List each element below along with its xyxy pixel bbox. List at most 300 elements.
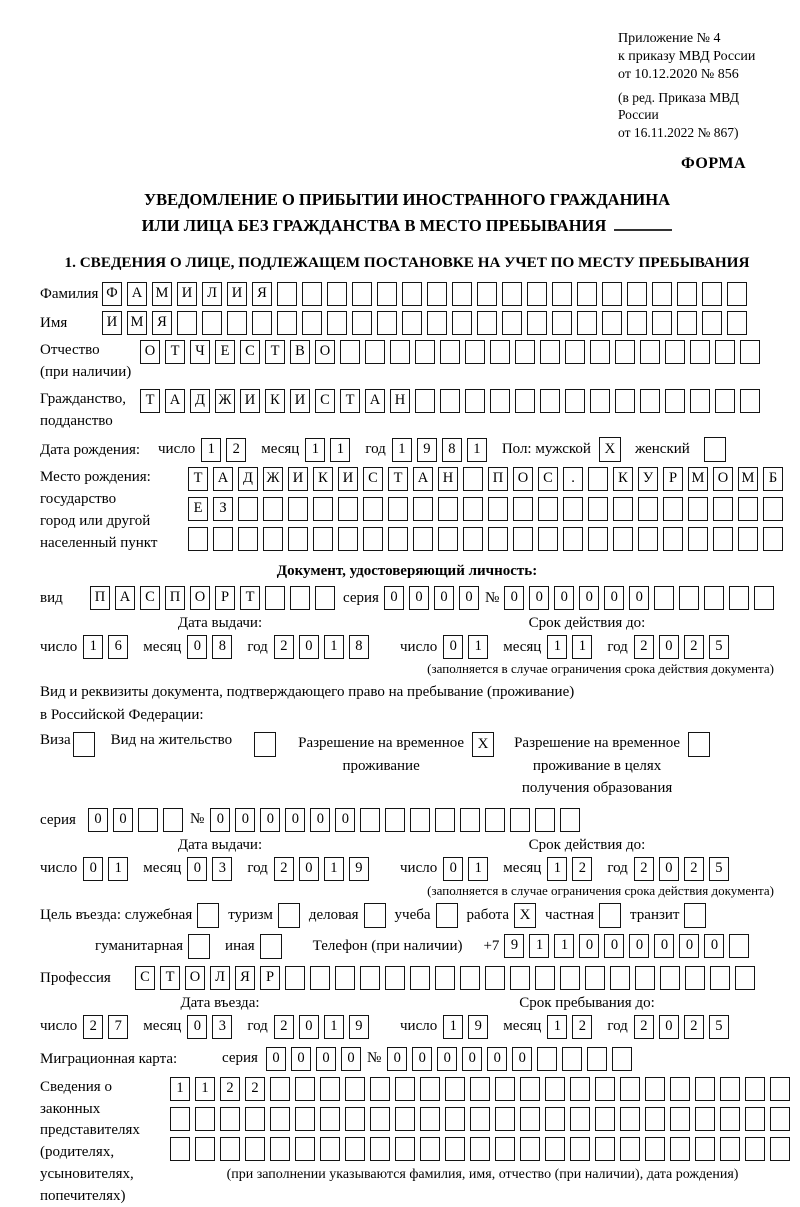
char-cell[interactable]: 2 — [634, 1015, 654, 1039]
char-cell[interactable]: 0 — [316, 1047, 336, 1071]
char-cell[interactable] — [452, 311, 472, 335]
char-cell[interactable]: С — [240, 340, 260, 364]
char-cell[interactable]: П — [488, 467, 508, 491]
char-cell[interactable]: 8 — [212, 635, 232, 659]
char-cell[interactable]: Л — [210, 966, 230, 990]
char-cell[interactable]: Я — [152, 311, 172, 335]
char-cell[interactable]: 1 — [195, 1077, 215, 1101]
char-cell[interactable] — [638, 497, 658, 521]
char-cell[interactable]: 1 — [547, 857, 567, 881]
char-cell[interactable] — [445, 1077, 465, 1101]
char-cell[interactable] — [445, 1137, 465, 1161]
char-cell[interactable] — [540, 340, 560, 364]
char-cell[interactable] — [470, 1077, 490, 1101]
char-cell[interactable] — [535, 808, 555, 832]
char-cell[interactable] — [402, 311, 422, 335]
char-cell[interactable] — [613, 497, 633, 521]
char-cell[interactable] — [177, 311, 197, 335]
char-cell[interactable] — [535, 966, 555, 990]
char-cell[interactable] — [695, 1107, 715, 1131]
char-cell[interactable] — [577, 282, 597, 306]
char-cell[interactable] — [263, 527, 283, 551]
char-cell[interactable] — [610, 966, 630, 990]
char-cell[interactable] — [520, 1137, 540, 1161]
char-cell[interactable]: И — [290, 389, 310, 413]
char-cell[interactable] — [663, 497, 683, 521]
char-cell[interactable] — [440, 389, 460, 413]
char-cell[interactable] — [502, 311, 522, 335]
char-cell[interactable] — [695, 1077, 715, 1101]
char-cell[interactable]: 0 — [260, 808, 280, 832]
char-cell[interactable]: П — [165, 586, 185, 610]
char-cell[interactable] — [488, 527, 508, 551]
char-cell[interactable]: Ж — [215, 389, 235, 413]
char-cell[interactable]: 1 — [529, 934, 549, 958]
char-cell[interactable] — [438, 527, 458, 551]
humanitarian-checkbox[interactable] — [188, 934, 210, 959]
char-cell[interactable]: О — [185, 966, 205, 990]
char-cell[interactable]: Б — [763, 467, 783, 491]
char-cell[interactable]: 0 — [335, 808, 355, 832]
char-cell[interactable] — [270, 1107, 290, 1131]
char-cell[interactable] — [227, 311, 247, 335]
char-cell[interactable] — [702, 311, 722, 335]
char-cell[interactable] — [470, 1107, 490, 1131]
char-cell[interactable]: 0 — [659, 1015, 679, 1039]
char-cell[interactable] — [754, 586, 774, 610]
char-cell[interactable] — [460, 966, 480, 990]
char-cell[interactable]: И — [102, 311, 122, 335]
char-cell[interactable] — [702, 282, 722, 306]
char-cell[interactable]: 8 — [442, 438, 462, 462]
visa-checkbox[interactable] — [73, 732, 95, 757]
char-cell[interactable]: 7 — [108, 1015, 128, 1039]
char-cell[interactable]: 5 — [709, 857, 729, 881]
char-cell[interactable] — [588, 527, 608, 551]
char-cell[interactable]: 1 — [392, 438, 412, 462]
char-cell[interactable]: 0 — [604, 934, 624, 958]
char-cell[interactable] — [463, 527, 483, 551]
char-cell[interactable] — [515, 340, 535, 364]
char-cell[interactable] — [563, 527, 583, 551]
tourism-checkbox[interactable] — [278, 903, 300, 928]
char-cell[interactable]: Ч — [190, 340, 210, 364]
char-cell[interactable] — [570, 1137, 590, 1161]
char-cell[interactable] — [277, 282, 297, 306]
char-cell[interactable] — [710, 966, 730, 990]
char-cell[interactable] — [477, 282, 497, 306]
char-cell[interactable]: 2 — [274, 857, 294, 881]
char-cell[interactable] — [588, 497, 608, 521]
char-cell[interactable] — [670, 1107, 690, 1131]
char-cell[interactable]: И — [227, 282, 247, 306]
char-cell[interactable] — [265, 586, 285, 610]
char-cell[interactable] — [620, 1137, 640, 1161]
char-cell[interactable] — [613, 527, 633, 551]
char-cell[interactable] — [463, 497, 483, 521]
char-cell[interactable] — [727, 282, 747, 306]
char-cell[interactable] — [520, 1077, 540, 1101]
char-cell[interactable]: 2 — [274, 1015, 294, 1039]
char-cell[interactable] — [652, 311, 672, 335]
char-cell[interactable] — [745, 1077, 765, 1101]
char-cell[interactable]: 2 — [226, 438, 246, 462]
char-cell[interactable]: Р — [663, 467, 683, 491]
char-cell[interactable] — [663, 527, 683, 551]
char-cell[interactable]: З — [213, 497, 233, 521]
char-cell[interactable]: 2 — [684, 857, 704, 881]
char-cell[interactable] — [745, 1107, 765, 1131]
char-cell[interactable] — [485, 966, 505, 990]
char-cell[interactable]: 0 — [187, 635, 207, 659]
char-cell[interactable]: 0 — [285, 808, 305, 832]
char-cell[interactable] — [338, 527, 358, 551]
char-cell[interactable] — [570, 1077, 590, 1101]
char-cell[interactable] — [238, 497, 258, 521]
char-cell[interactable] — [729, 934, 749, 958]
char-cell[interactable]: Р — [215, 586, 235, 610]
char-cell[interactable] — [395, 1107, 415, 1131]
char-cell[interactable] — [335, 966, 355, 990]
char-cell[interactable]: К — [265, 389, 285, 413]
char-cell[interactable]: И — [177, 282, 197, 306]
char-cell[interactable] — [720, 1077, 740, 1101]
char-cell[interactable] — [495, 1137, 515, 1161]
char-cell[interactable] — [195, 1107, 215, 1131]
business-checkbox[interactable] — [364, 903, 386, 928]
char-cell[interactable] — [595, 1077, 615, 1101]
char-cell[interactable] — [645, 1137, 665, 1161]
char-cell[interactable] — [270, 1077, 290, 1101]
char-cell[interactable]: Р — [260, 966, 280, 990]
char-cell[interactable]: М — [152, 282, 172, 306]
char-cell[interactable] — [677, 282, 697, 306]
char-cell[interactable] — [640, 389, 660, 413]
char-cell[interactable] — [695, 1137, 715, 1161]
char-cell[interactable]: Д — [238, 467, 258, 491]
char-cell[interactable] — [427, 282, 447, 306]
char-cell[interactable]: О — [190, 586, 210, 610]
char-cell[interactable] — [315, 586, 335, 610]
char-cell[interactable]: 1 — [554, 934, 574, 958]
char-cell[interactable]: А — [365, 389, 385, 413]
char-cell[interactable] — [327, 311, 347, 335]
char-cell[interactable]: 0 — [434, 586, 454, 610]
char-cell[interactable] — [640, 340, 660, 364]
char-cell[interactable] — [763, 527, 783, 551]
char-cell[interactable] — [770, 1077, 790, 1101]
char-cell[interactable] — [735, 966, 755, 990]
char-cell[interactable]: 0 — [443, 857, 463, 881]
char-cell[interactable]: О — [713, 467, 733, 491]
char-cell[interactable]: Т — [160, 966, 180, 990]
char-cell[interactable] — [345, 1137, 365, 1161]
char-cell[interactable] — [715, 340, 735, 364]
char-cell[interactable] — [654, 586, 674, 610]
char-cell[interactable] — [238, 527, 258, 551]
char-cell[interactable]: 5 — [709, 635, 729, 659]
char-cell[interactable] — [435, 808, 455, 832]
char-cell[interactable] — [290, 586, 310, 610]
char-cell[interactable] — [485, 808, 505, 832]
char-cell[interactable] — [679, 586, 699, 610]
char-cell[interactable] — [677, 311, 697, 335]
char-cell[interactable] — [565, 340, 585, 364]
char-cell[interactable] — [438, 497, 458, 521]
char-cell[interactable]: 1 — [201, 438, 221, 462]
char-cell[interactable]: А — [413, 467, 433, 491]
char-cell[interactable] — [540, 389, 560, 413]
char-cell[interactable]: С — [315, 389, 335, 413]
char-cell[interactable]: 0 — [299, 1015, 319, 1039]
char-cell[interactable] — [665, 340, 685, 364]
char-cell[interactable] — [410, 808, 430, 832]
char-cell[interactable]: К — [613, 467, 633, 491]
char-cell[interactable] — [202, 311, 222, 335]
char-cell[interactable]: 1 — [324, 635, 344, 659]
char-cell[interactable]: Т — [388, 467, 408, 491]
char-cell[interactable] — [302, 282, 322, 306]
char-cell[interactable] — [738, 527, 758, 551]
char-cell[interactable]: 9 — [349, 857, 369, 881]
char-cell[interactable]: 1 — [468, 857, 488, 881]
char-cell[interactable] — [245, 1137, 265, 1161]
char-cell[interactable]: 0 — [704, 934, 724, 958]
char-cell[interactable]: 0 — [462, 1047, 482, 1071]
char-cell[interactable] — [565, 389, 585, 413]
char-cell[interactable] — [360, 966, 380, 990]
char-cell[interactable]: 5 — [709, 1015, 729, 1039]
char-cell[interactable] — [313, 497, 333, 521]
char-cell[interactable]: 2 — [634, 635, 654, 659]
char-cell[interactable] — [410, 966, 430, 990]
char-cell[interactable] — [720, 1137, 740, 1161]
char-cell[interactable] — [270, 1137, 290, 1161]
char-cell[interactable]: Ф — [102, 282, 122, 306]
char-cell[interactable] — [527, 282, 547, 306]
char-cell[interactable]: 9 — [468, 1015, 488, 1039]
char-cell[interactable]: А — [115, 586, 135, 610]
char-cell[interactable]: 0 — [387, 1047, 407, 1071]
char-cell[interactable] — [545, 1077, 565, 1101]
char-cell[interactable] — [465, 340, 485, 364]
char-cell[interactable] — [770, 1137, 790, 1161]
char-cell[interactable] — [763, 497, 783, 521]
char-cell[interactable] — [413, 527, 433, 551]
char-cell[interactable] — [740, 340, 760, 364]
char-cell[interactable]: 2 — [572, 1015, 592, 1039]
char-cell[interactable]: 0 — [659, 857, 679, 881]
char-cell[interactable] — [352, 282, 372, 306]
char-cell[interactable]: Л — [202, 282, 222, 306]
char-cell[interactable] — [627, 282, 647, 306]
char-cell[interactable] — [195, 1137, 215, 1161]
char-cell[interactable]: 9 — [417, 438, 437, 462]
char-cell[interactable]: П — [90, 586, 110, 610]
char-cell[interactable]: И — [288, 467, 308, 491]
char-cell[interactable]: 0 — [443, 635, 463, 659]
char-cell[interactable] — [360, 808, 380, 832]
char-cell[interactable] — [585, 966, 605, 990]
char-cell[interactable] — [670, 1077, 690, 1101]
char-cell[interactable] — [445, 1107, 465, 1131]
work-checkbox[interactable]: X — [514, 903, 536, 928]
char-cell[interactable]: 0 — [579, 934, 599, 958]
char-cell[interactable] — [213, 527, 233, 551]
char-cell[interactable] — [770, 1107, 790, 1131]
char-cell[interactable]: 1 — [547, 1015, 567, 1039]
char-cell[interactable]: 0 — [341, 1047, 361, 1071]
char-cell[interactable] — [163, 808, 183, 832]
char-cell[interactable]: Ж — [263, 467, 283, 491]
char-cell[interactable] — [738, 497, 758, 521]
char-cell[interactable] — [660, 966, 680, 990]
char-cell[interactable] — [310, 966, 330, 990]
char-cell[interactable] — [377, 311, 397, 335]
char-cell[interactable] — [627, 311, 647, 335]
char-cell[interactable] — [370, 1137, 390, 1161]
char-cell[interactable] — [704, 586, 724, 610]
char-cell[interactable] — [563, 497, 583, 521]
char-cell[interactable] — [513, 497, 533, 521]
char-cell[interactable] — [388, 527, 408, 551]
char-cell[interactable]: 1 — [468, 635, 488, 659]
char-cell[interactable]: 2 — [220, 1077, 240, 1101]
char-cell[interactable] — [352, 311, 372, 335]
char-cell[interactable] — [495, 1077, 515, 1101]
char-cell[interactable] — [452, 282, 472, 306]
char-cell[interactable] — [715, 389, 735, 413]
char-cell[interactable] — [537, 1047, 557, 1071]
study-checkbox[interactable] — [436, 903, 458, 928]
char-cell[interactable] — [390, 340, 410, 364]
char-cell[interactable]: 2 — [684, 1015, 704, 1039]
char-cell[interactable] — [670, 1137, 690, 1161]
char-cell[interactable]: 0 — [604, 586, 624, 610]
char-cell[interactable]: А — [213, 467, 233, 491]
char-cell[interactable] — [263, 497, 283, 521]
char-cell[interactable]: С — [538, 467, 558, 491]
char-cell[interactable] — [713, 497, 733, 521]
char-cell[interactable] — [395, 1077, 415, 1101]
char-cell[interactable] — [345, 1077, 365, 1101]
char-cell[interactable]: Е — [215, 340, 235, 364]
char-cell[interactable] — [560, 966, 580, 990]
char-cell[interactable] — [620, 1077, 640, 1101]
char-cell[interactable] — [252, 311, 272, 335]
char-cell[interactable] — [513, 527, 533, 551]
char-cell[interactable] — [690, 389, 710, 413]
char-cell[interactable]: 0 — [88, 808, 108, 832]
char-cell[interactable] — [138, 808, 158, 832]
char-cell[interactable]: И — [240, 389, 260, 413]
char-cell[interactable] — [363, 497, 383, 521]
char-cell[interactable] — [340, 340, 360, 364]
char-cell[interactable] — [370, 1107, 390, 1131]
char-cell[interactable] — [338, 497, 358, 521]
char-cell[interactable]: 2 — [274, 635, 294, 659]
char-cell[interactable] — [170, 1107, 190, 1131]
char-cell[interactable] — [320, 1137, 340, 1161]
char-cell[interactable]: 1 — [547, 635, 567, 659]
transit-checkbox[interactable] — [684, 903, 706, 928]
char-cell[interactable] — [415, 340, 435, 364]
char-cell[interactable]: А — [165, 389, 185, 413]
char-cell[interactable] — [595, 1107, 615, 1131]
char-cell[interactable] — [562, 1047, 582, 1071]
char-cell[interactable]: 2 — [684, 635, 704, 659]
char-cell[interactable] — [515, 389, 535, 413]
char-cell[interactable]: 0 — [529, 586, 549, 610]
char-cell[interactable] — [727, 311, 747, 335]
char-cell[interactable] — [688, 497, 708, 521]
char-cell[interactable]: К — [313, 467, 333, 491]
char-cell[interactable] — [427, 311, 447, 335]
char-cell[interactable]: 0 — [83, 857, 103, 881]
char-cell[interactable] — [587, 1047, 607, 1071]
char-cell[interactable] — [638, 527, 658, 551]
char-cell[interactable] — [320, 1077, 340, 1101]
char-cell[interactable] — [285, 966, 305, 990]
temp-residence-edu-checkbox[interactable] — [688, 732, 710, 757]
char-cell[interactable]: О — [513, 467, 533, 491]
char-cell[interactable]: У — [638, 467, 658, 491]
char-cell[interactable] — [488, 497, 508, 521]
char-cell[interactable]: 0 — [487, 1047, 507, 1071]
char-cell[interactable] — [688, 527, 708, 551]
char-cell[interactable] — [188, 527, 208, 551]
char-cell[interactable]: 0 — [512, 1047, 532, 1071]
char-cell[interactable] — [377, 282, 397, 306]
char-cell[interactable]: С — [140, 586, 160, 610]
char-cell[interactable] — [720, 1107, 740, 1131]
char-cell[interactable] — [615, 340, 635, 364]
char-cell[interactable]: 6 — [108, 635, 128, 659]
char-cell[interactable]: 1 — [170, 1077, 190, 1101]
char-cell[interactable] — [370, 1077, 390, 1101]
char-cell[interactable] — [477, 311, 497, 335]
char-cell[interactable]: 0 — [409, 586, 429, 610]
char-cell[interactable]: 0 — [299, 635, 319, 659]
char-cell[interactable] — [245, 1107, 265, 1131]
char-cell[interactable]: 0 — [437, 1047, 457, 1071]
char-cell[interactable] — [170, 1137, 190, 1161]
char-cell[interactable]: 1 — [108, 857, 128, 881]
char-cell[interactable]: 1 — [330, 438, 350, 462]
char-cell[interactable]: 1 — [324, 857, 344, 881]
char-cell[interactable]: В — [290, 340, 310, 364]
char-cell[interactable] — [665, 389, 685, 413]
char-cell[interactable]: Т — [165, 340, 185, 364]
char-cell[interactable] — [220, 1137, 240, 1161]
char-cell[interactable] — [420, 1137, 440, 1161]
private-checkbox[interactable] — [599, 903, 621, 928]
char-cell[interactable]: 0 — [384, 586, 404, 610]
char-cell[interactable]: 0 — [235, 808, 255, 832]
char-cell[interactable]: 0 — [113, 808, 133, 832]
char-cell[interactable] — [395, 1137, 415, 1161]
char-cell[interactable]: 0 — [579, 586, 599, 610]
char-cell[interactable] — [440, 340, 460, 364]
char-cell[interactable] — [520, 1107, 540, 1131]
char-cell[interactable]: 9 — [349, 1015, 369, 1039]
char-cell[interactable] — [588, 467, 608, 491]
char-cell[interactable] — [652, 282, 672, 306]
char-cell[interactable] — [220, 1107, 240, 1131]
char-cell[interactable] — [402, 282, 422, 306]
char-cell[interactable]: О — [140, 340, 160, 364]
char-cell[interactable] — [602, 282, 622, 306]
